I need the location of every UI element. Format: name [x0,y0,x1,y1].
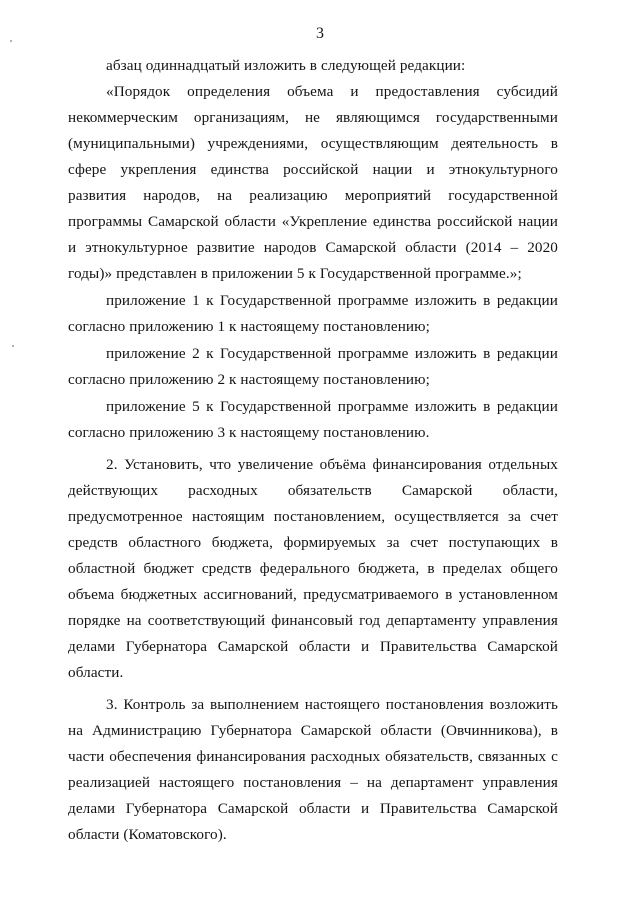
paragraph-item-3: 3. Контроль за выполнением настоящего постановления возложить на Администрацию Губернатора Самарской области (Овчинникова), в части обеспечения финансирования расходных обязательств, связанных с реализацией настоящего постановления – на департамент управления делами Губернатора Самарской области и Правительства Самарской области (Коматовского). [68,696,558,843]
paragraph-appendix-1: приложение 1 к Государственной программе изложить в редакции согласно приложению 1 к настоящему постановлению; [68,292,558,335]
paragraph-quoted-amendment: «Порядок определения объема и предоставления субсидий некоммерческим организациям, не являющимся государственными (муниципальными) учреждениями, осуществляющим деятельность в сфере укрепления единства российской нации и этнокультурного развития народов, на реализацию мероприятий государственной программы Самарской области «Укрепление единства российской нации и этнокультурное развитие народов Самарской области (2014 – 2020 годы)» представлен в приложении 5 к Государственной программе.»; [68,83,558,282]
document-body [68,53,558,848]
page-number: 3 [316,25,324,42]
paragraph-intro: абзац одиннадцатый изложить в следующей редакции: [106,57,466,74]
paragraph-appendix-5: приложение 5 к Государственной программе изложить в редакции согласно приложению 3 к настоящему постановлению. [68,398,558,441]
paragraph-appendix-2: приложение 2 к Государственной программе изложить в редакции согласно приложению 2 к настоящему постановлению; [68,345,558,388]
paragraph-item-2: 2. Установить, что увеличение объёма финансирования отдельных действующих расходных обязательств Самарской области, предусмотренное настоящим постановлением, осуществляется за счет средств областного бюджета, формируемых за счет поступающих в областной бюджет средств федерального бюджета, в пределах общего объема бюджетных ассигнований, предусматриваемого в установленном порядке на соответствующий финансовый год департаменту управления делами Губернатора Самарской области и Правительства Самарской области. [68,456,558,681]
scan-speck [12,345,14,347]
